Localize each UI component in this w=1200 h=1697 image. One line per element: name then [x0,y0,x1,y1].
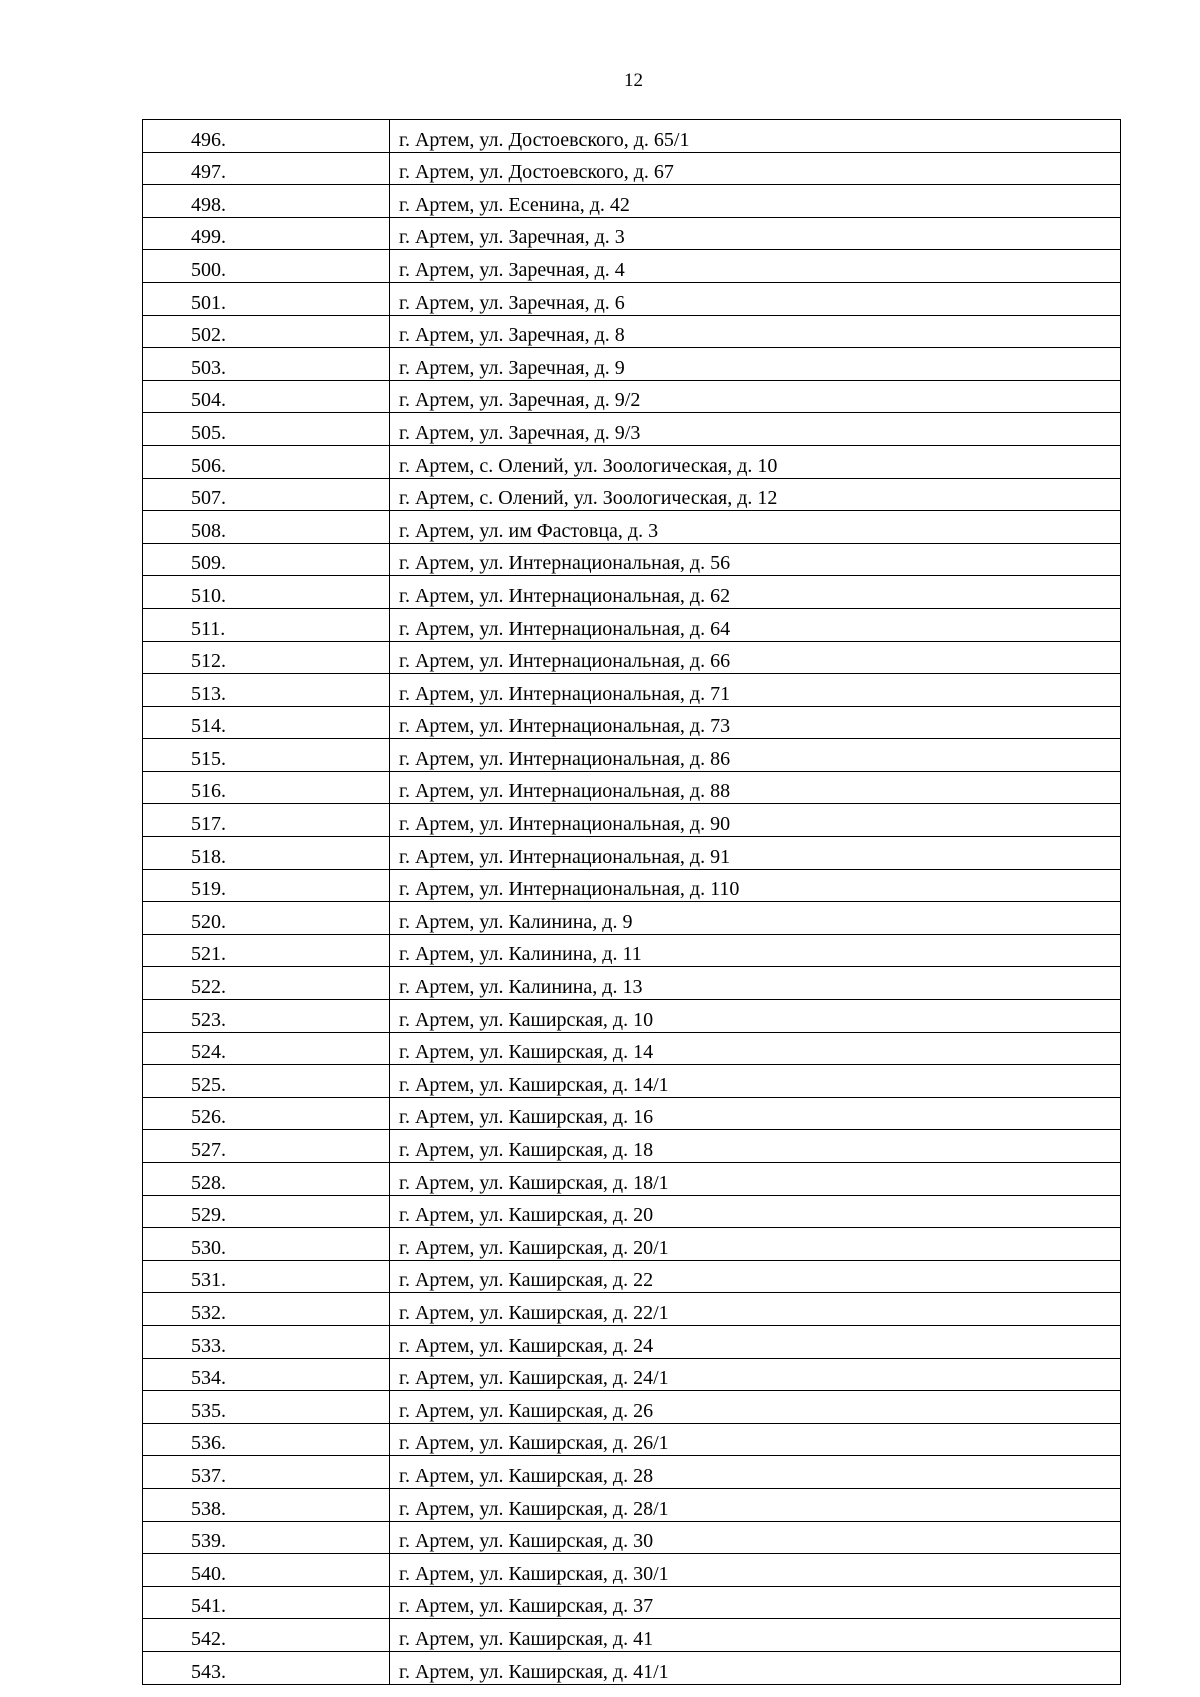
row-address: г. Артем, ул. Интернациональная, д. 73 [390,706,1121,739]
table-row [143,1423,1121,1456]
table-row [143,1586,1121,1619]
table-row [143,1065,1121,1098]
table-row [143,869,1121,902]
row-number: 516. [143,771,390,804]
table-row [143,1032,1121,1065]
row-address: г. Артем, ул. Каширская, д. 30/1 [390,1554,1121,1587]
row-address: г. Артем, ул. Интернациональная, д. 62 [390,576,1121,609]
row-address: г. Артем, ул. Интернациональная, д. 64 [390,608,1121,641]
row-address: г. Артем, ул. Каширская, д. 24/1 [390,1358,1121,1391]
row-address: г. Артем, ул. Калинина, д. 11 [390,934,1121,967]
row-number: 527. [143,1130,390,1163]
row-number: 517. [143,804,390,837]
row-number: 533. [143,1325,390,1358]
table-row [143,1000,1121,1033]
row-address: г. Артем, ул. Заречная, д. 3 [390,217,1121,250]
table-row [143,1195,1121,1228]
row-address: г. Артем, ул. Каширская, д. 26/1 [390,1423,1121,1456]
table-row [143,1554,1121,1587]
row-number: 531. [143,1260,390,1293]
row-number: 542. [143,1619,390,1652]
row-number: 541. [143,1586,390,1619]
table-row [143,1488,1121,1521]
row-number: 543. [143,1651,390,1684]
row-address: г. Артем, ул. Заречная, д. 6 [390,282,1121,315]
row-number: 512. [143,641,390,674]
row-address: г. Артем, ул. Интернациональная, д. 71 [390,674,1121,707]
table-row [143,1391,1121,1424]
row-number: 535. [143,1391,390,1424]
row-number: 528. [143,1163,390,1196]
row-address: г. Артем, ул. Каширская, д. 22 [390,1260,1121,1293]
row-number: 506. [143,445,390,478]
table-row [143,576,1121,609]
table-row [143,1293,1121,1326]
row-address: г. Артем, ул. Калинина, д. 13 [390,967,1121,1000]
row-number: 509. [143,543,390,576]
row-address: г. Артем, с. Олений, ул. Зоологическая, д. 10 [390,445,1121,478]
row-number: 540. [143,1554,390,1587]
row-number: 511. [143,608,390,641]
table-row [143,1651,1121,1684]
row-address: г. Артем, ул. Каширская, д. 28 [390,1456,1121,1489]
table-row [143,1163,1121,1196]
table-row [143,445,1121,478]
row-number: 496. [143,120,390,153]
table-row [143,380,1121,413]
row-number: 524. [143,1032,390,1065]
table-row [143,185,1121,218]
table-row [143,1097,1121,1130]
row-address: г. Артем, ул. Каширская, д. 16 [390,1097,1121,1130]
row-address: г. Артем, с. Олений, ул. Зоологическая, д. 12 [390,478,1121,511]
row-number: 520. [143,902,390,935]
row-number: 534. [143,1358,390,1391]
table-row [143,1228,1121,1261]
row-address: г. Артем, ул. Каширская, д. 20 [390,1195,1121,1228]
row-address: г. Артем, ул. Достоевского, д. 65/1 [390,120,1121,153]
row-number: 529. [143,1195,390,1228]
table-row [143,706,1121,739]
table-row [143,1325,1121,1358]
row-address: г. Артем, ул. Каширская, д. 14 [390,1032,1121,1065]
row-number: 536. [143,1423,390,1456]
row-number: 497. [143,152,390,185]
table-row [143,1619,1121,1652]
address-table-body [143,120,1121,1685]
row-address: г. Артем, ул. Каширская, д. 26 [390,1391,1121,1424]
table-row [143,967,1121,1000]
row-address: г. Артем, ул. Интернациональная, д. 91 [390,837,1121,870]
row-address: г. Артем, ул. Калинина, д. 9 [390,902,1121,935]
row-address: г. Артем, ул. Заречная, д. 9 [390,348,1121,381]
row-number: 515. [143,739,390,772]
row-address: г. Артем, ул. Интернациональная, д. 88 [390,771,1121,804]
row-number: 521. [143,934,390,967]
row-address: г. Артем, ул. Заречная, д. 9/3 [390,413,1121,446]
table-row [143,771,1121,804]
row-address: г. Артем, ул. Интернациональная, д. 66 [390,641,1121,674]
table-row [143,934,1121,967]
row-address: г. Артем, ул. им Фастовца, д. 3 [390,511,1121,544]
table-row [143,413,1121,446]
table-row [143,478,1121,511]
page-number: 12 [624,70,643,91]
table-row [143,804,1121,837]
table-row [143,1521,1121,1554]
row-address: г. Артем, ул. Каширская, д. 30 [390,1521,1121,1554]
table-row [143,315,1121,348]
table-row [143,348,1121,381]
table-row [143,1358,1121,1391]
row-number: 519. [143,869,390,902]
row-number: 513. [143,674,390,707]
row-number: 503. [143,348,390,381]
row-address: г. Артем, ул. Интернациональная, д. 56 [390,543,1121,576]
table-row [143,641,1121,674]
row-number: 507. [143,478,390,511]
row-number: 538. [143,1488,390,1521]
row-address: г. Артем, ул. Каширская, д. 18 [390,1130,1121,1163]
table-row [143,674,1121,707]
row-number: 504. [143,380,390,413]
row-address: г. Артем, ул. Каширская, д. 10 [390,1000,1121,1033]
row-number: 526. [143,1097,390,1130]
row-number: 518. [143,837,390,870]
row-address: г. Артем, ул. Каширская, д. 14/1 [390,1065,1121,1098]
row-address: г. Артем, ул. Есенина, д. 42 [390,185,1121,218]
row-number: 502. [143,315,390,348]
row-address: г. Артем, ул. Достоевского, д. 67 [390,152,1121,185]
row-address: г. Артем, ул. Каширская, д. 20/1 [390,1228,1121,1261]
row-address: г. Артем, ул. Интернациональная, д. 90 [390,804,1121,837]
row-number: 499. [143,217,390,250]
row-address: г. Артем, ул. Каширская, д. 41 [390,1619,1121,1652]
row-number: 514. [143,706,390,739]
row-number: 525. [143,1065,390,1098]
row-address: г. Артем, ул. Заречная, д. 4 [390,250,1121,283]
table-row [143,1260,1121,1293]
row-address: г. Артем, ул. Интернациональная, д. 86 [390,739,1121,772]
row-number: 505. [143,413,390,446]
table-row [143,282,1121,315]
row-address: г. Артем, ул. Каширская, д. 18/1 [390,1163,1121,1196]
row-address: г. Артем, ул. Заречная, д. 9/2 [390,380,1121,413]
row-number: 522. [143,967,390,1000]
row-number: 510. [143,576,390,609]
table-row [143,250,1121,283]
row-number: 530. [143,1228,390,1261]
row-number: 498. [143,185,390,218]
row-number: 508. [143,511,390,544]
row-number: 501. [143,282,390,315]
row-number: 523. [143,1000,390,1033]
table-row [143,739,1121,772]
row-address: г. Артем, ул. Каширская, д. 22/1 [390,1293,1121,1326]
table-row [143,608,1121,641]
table-row [143,511,1121,544]
table-row [143,120,1121,153]
table-row [143,902,1121,935]
table-row [143,1130,1121,1163]
row-number: 539. [143,1521,390,1554]
row-address: г. Артем, ул. Заречная, д. 8 [390,315,1121,348]
table-row [143,543,1121,576]
row-address: г. Артем, ул. Каширская, д. 37 [390,1586,1121,1619]
row-number: 537. [143,1456,390,1489]
row-address: г. Артем, ул. Каширская, д. 41/1 [390,1651,1121,1684]
row-address: г. Артем, ул. Интернациональная, д. 110 [390,869,1121,902]
row-number: 532. [143,1293,390,1326]
table-row [143,152,1121,185]
address-table [142,119,1121,1685]
row-number: 500. [143,250,390,283]
table-row [143,837,1121,870]
row-address: г. Артем, ул. Каширская, д. 24 [390,1325,1121,1358]
table-row [143,1456,1121,1489]
table-row [143,217,1121,250]
row-address: г. Артем, ул. Каширская, д. 28/1 [390,1488,1121,1521]
